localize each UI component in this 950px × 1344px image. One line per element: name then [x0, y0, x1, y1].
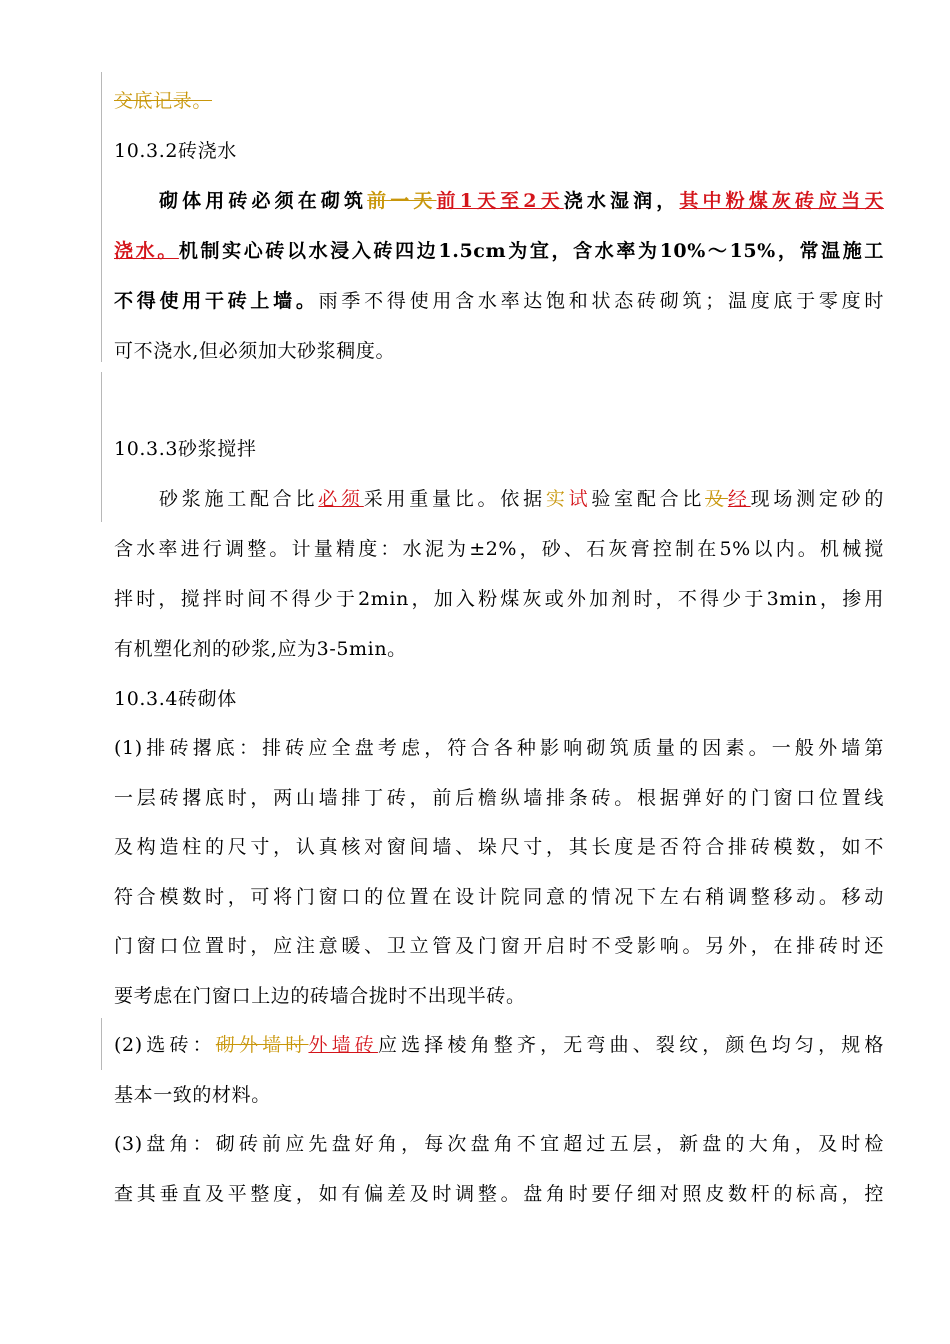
deleted-text: 交底记录。 [114, 90, 213, 112]
heading-text: 10.3.3砂浆搅拌 [114, 438, 257, 460]
changed-text: 实 [545, 488, 569, 510]
inserted-text: 外墙砖 [308, 1034, 378, 1056]
change-bar [101, 1018, 102, 1070]
body-text: 砂浆施工配合比 [159, 488, 319, 510]
paragraph-line [114, 834, 884, 860]
deleted-text: 前一天 [367, 190, 437, 212]
paragraph-line [114, 1082, 884, 1108]
body-text: 要考虑在门窗口上边的砖墙合拢时不出现半砖。 [114, 985, 526, 1007]
body-text: 可不浇水,但必须加大砂浆稠度。 [114, 340, 396, 362]
paragraph-line [114, 983, 884, 1009]
deleted-text-line [114, 88, 884, 114]
inserted-text: 前1天至2天 [436, 190, 564, 212]
paragraph-line [114, 486, 884, 512]
bold-text: 砌体用砖必须在砌筑 [159, 190, 368, 212]
paragraph-line [114, 586, 884, 612]
paragraph-line [114, 1181, 884, 1207]
paragraph-line [114, 933, 884, 959]
body-text: 基本一致的材料。 [114, 1084, 271, 1106]
section-heading-10-3-2 [114, 138, 884, 164]
section-heading-10-3-3 [114, 436, 884, 462]
paragraph-line [114, 735, 884, 761]
deleted-text: 砌外墙时 [215, 1034, 309, 1056]
paragraph-line [114, 536, 884, 562]
paragraph-line [114, 636, 884, 662]
body-text: (1)排砖撂底：排砖应全盘考虑，符合各种影响砌筑质量的因素。一般外墙第 [114, 737, 884, 759]
bold-text: 机制实心砖以水浸入砖四边1.5cm为宜，含水率为10%～15%，常温施工 [178, 240, 884, 262]
change-bar [101, 72, 102, 362]
body-text: 采用重量比。依据 [363, 488, 546, 510]
inserted-text: 必须 [318, 488, 364, 510]
body-text: 及构造柱的尺寸，认真核对窗间墙、垛尺寸，其长度是否符合排砖模数，如不 [114, 836, 884, 858]
paragraph-line [114, 288, 884, 314]
body-text: 门窗口位置时，应注意暖、卫立管及门窗开启时不受影响。另外，在排砖时还 [114, 935, 884, 957]
body-text: 验室配合比 [591, 488, 706, 510]
paragraph-line [114, 884, 884, 910]
heading-text: 10.3.2砖浇水 [114, 140, 237, 162]
body-text: 现场测定砂的 [750, 488, 885, 510]
paragraph-line [114, 188, 884, 214]
body-text: 符合模数时，可将门窗口的位置在设计院同意的情况下左右稍调整移动。移动 [114, 886, 884, 908]
inserted-text: 其中粉煤灰砖应当天 [679, 190, 884, 212]
paragraph-line [114, 785, 884, 811]
bold-text: 浇水湿润， [563, 190, 680, 212]
paragraph-line [114, 1032, 884, 1058]
paragraph-line [114, 1131, 884, 1157]
inserted-text: 经 [727, 488, 751, 510]
body-text: (2)选砖： [114, 1034, 216, 1056]
body-text: 一层砖撂底时，两山墙排丁砖，前后檐纵墙排条砖。根据弹好的门窗口位置线 [114, 787, 884, 809]
paragraph-line [114, 338, 884, 364]
section-heading-10-3-4 [114, 686, 884, 712]
change-bar [101, 372, 102, 522]
bold-text: 不得使用干砖上墙。 [114, 290, 319, 312]
body-text: 应选择棱角整齐，无弯曲、裂纹，颜色均匀，规格 [377, 1034, 885, 1056]
body-text: 含水率进行调整。计量精度：水泥为±2%，砂、石灰膏控制在5%以内。机械搅 [114, 538, 884, 560]
body-text: 有机塑化剂的砂浆,应为3-5min。 [114, 638, 407, 660]
body-text: (3)盘角：砌砖前应先盘好角，每次盘角不宜超过五层，新盘的大角，及时检 [114, 1133, 884, 1155]
body-text: 查其垂直及平整度，如有偏差及时调整。盘角时要仔细对照皮数杆的标高，控 [114, 1183, 884, 1205]
paragraph-line [114, 238, 884, 264]
heading-text: 10.3.4砖砌体 [114, 688, 237, 710]
body-text: 雨季不得使用含水率达饱和状态砖砌筑；温度底于零度时 [318, 290, 884, 312]
body-text: 拌时，搅拌时间不得少于2min，加入粉煤灰或外加剂时，不得少于3min，掺用 [114, 588, 884, 610]
inserted-text: 试 [568, 488, 592, 510]
deleted-text: 及 [705, 488, 728, 510]
inserted-text: 浇水。 [114, 240, 179, 262]
